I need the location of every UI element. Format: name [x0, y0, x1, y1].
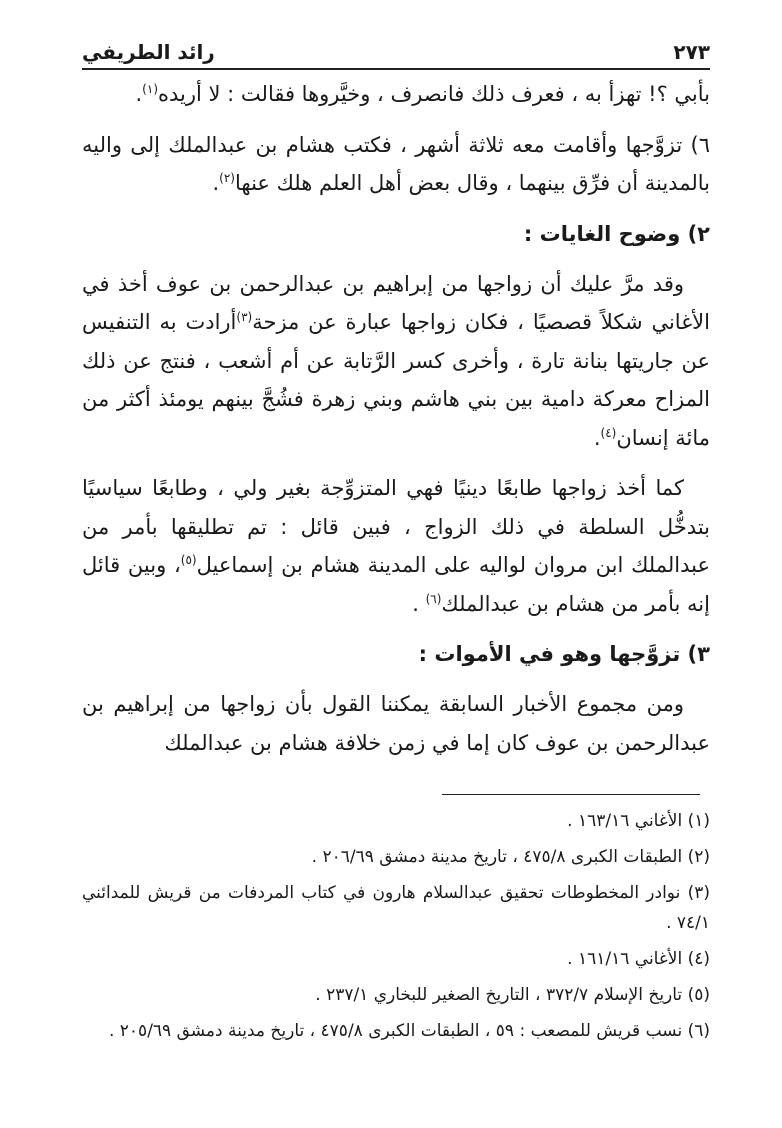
footnote-ref-4: (٤) [600, 425, 617, 440]
paragraph-3-text: وقد مرَّ عليك أن زواجها من إبراهيم بن عبدالرحمن بن عوف أخذ في الأغاني شكلاً قصصيًا ، فكان زواجها عبارة عن مزحة [82, 271, 710, 334]
page-header [82, 30, 710, 70]
paragraph-1-text: بأبي ؟! تهزأ به ، فعرف ذلك فانصرف ، وخيَّروها فقالت : لا أريده [158, 82, 710, 106]
paragraph-2-end: . [212, 171, 220, 195]
footnote-ref-2: (٢) [219, 171, 235, 185]
paragraph-2-text: ٦) تزوَّجها وأقامت معه ثلاثة أشهر ، فكتب هشام بن عبدالملك إلى واليه بالمدينة أن فرِّق بينهما ، وقال بعض أهل العلم هلك عنها [82, 132, 710, 195]
paragraph-3 [82, 265, 710, 458]
paragraph-2 [82, 126, 710, 203]
footnote-4: (٤) الأغاني ١٦١/١٦ . [567, 949, 710, 969]
footnote-5: (٥) تاريخ الإسلام ٣٧٢/٧ ، التاريخ الصغير للبخاري ٢٣٧/١ . [315, 985, 710, 1005]
footnotes [82, 806, 710, 1052]
footnote-2: (٢) الطبقات الكبرى ٤٧٥/٨ ، تاريخ مدينة دمشق ٢٠٦/٦٩ . [311, 847, 710, 867]
paragraph-1-end: . [135, 82, 143, 106]
footnote-divider [442, 794, 700, 795]
footnote-1: (١) الأغاني ١٦٣/١٦ . [567, 811, 710, 831]
footnote-ref-3: (٣) [236, 310, 253, 324]
footnote-ref-1: (١) [142, 82, 158, 96]
paragraph-3-end: . [593, 425, 601, 450]
paragraph-4-end: . [412, 591, 426, 616]
paragraph-1 [82, 75, 710, 114]
main-text [82, 75, 710, 774]
paragraph-4-text: كما أخذ زواجها طابعًا دينيًا فهي المتزوِّجة بغير ولي ، وطابعًا سياسيًا بتدخُّل السلطة في ذلك الزواج ، فبين قائل : تم تطليقها بأمر من عبدالملك ابن مروان لواليه على المدينة هشام بن إسماعيل [82, 476, 710, 577]
footnote-6: (٦) نسب قريش للمصعب : ٥٩ ، الطبقات الكبرى ٤٧٥/٨ ، تاريخ مدينة دمشق ٢٠٥/٦٩ . [108, 1021, 710, 1041]
running-title: رائد الطريفي [82, 40, 215, 64]
paragraph-4-continued: ، وبين قائل إنه بأمر من هشام بن عبدالملك [82, 553, 710, 616]
paragraph-3-continued: أرادت به التنفيس عن جاريتها بنانة تارة ، وأخرى كسر الرَّتابة عن أم أشعب ، فنتج عن ذلك المزاح معركة دامية بين بني هاشم وبني زهرة فشُجَّ بينهم يومئذ أكثر من مائة إنسان [82, 310, 710, 450]
footnote-3: (٣) نوادر المخطوطات تحقيق عبدالسلام هارون في كتاب المردفات من قريش للمدائني ٧٤/١ . [82, 883, 710, 933]
footnote-ref-5: (٥) [180, 553, 197, 567]
section-heading-2: ٢) وضوح الغايات : [523, 221, 710, 246]
page-number: ٢٧٣ [673, 40, 710, 64]
section-heading-3: ٣) تزوَّجها وهو في الأموات : [418, 642, 710, 666]
paragraph-5: ومن مجموع الأخبار السابقة يمكننا القول بأن زواجها من إبراهيم بن عبدالرحمن بن عوف كان إما في زمن خلافة هشام بن عبدالملك [82, 692, 710, 755]
paragraph-4 [82, 469, 710, 623]
footnote-ref-6: (٦) [425, 591, 442, 606]
